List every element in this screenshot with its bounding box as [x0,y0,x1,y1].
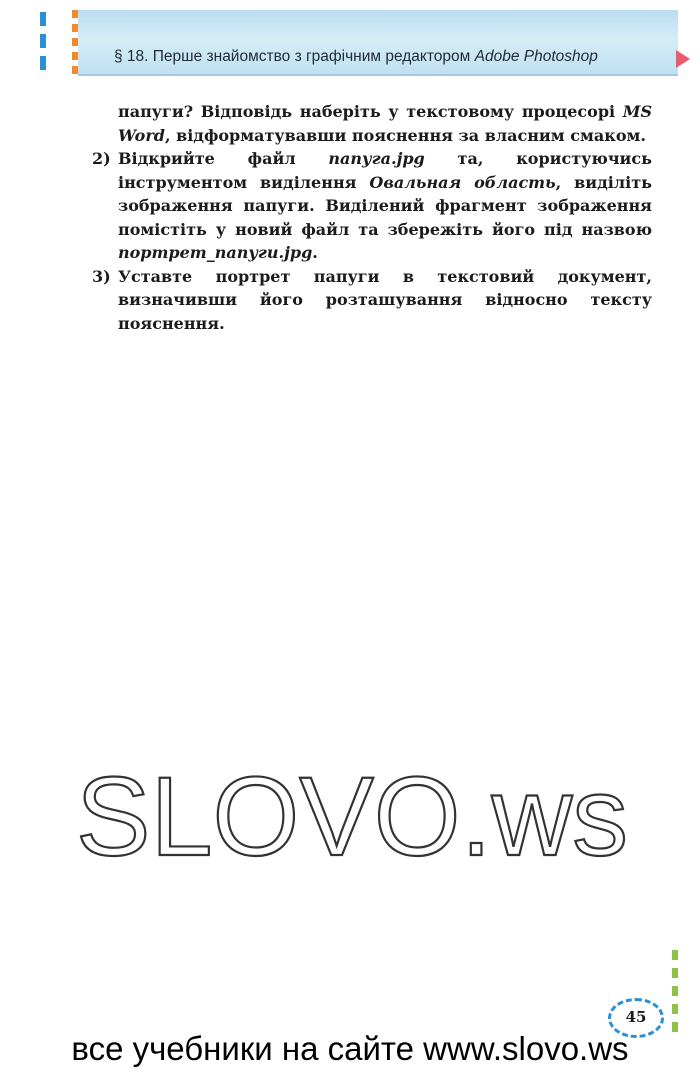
list-item-segment: та, користуючись інструментом виділення [118,149,652,192]
continuation-segment: MS Word [118,102,652,145]
list-item-segment: Уставте портрет папуги в текстовий документ, визначивши його розташування відносно тексту пояснення. [118,266,652,333]
list-item-segment: папуга.jpg [328,149,425,168]
banner-stripe [72,10,78,74]
svg-text:SLOVO.ws: SLOVO.ws [76,760,628,870]
list-item-segment: Відкрийте файл [118,149,329,168]
list-item-number: 2) [92,149,111,168]
continuation-segment: , відформатувавши пояснення за власним смаком. [164,125,646,145]
arrow-icon [676,50,690,68]
list-item-text [118,265,652,336]
continuation-paragraph [92,100,652,147]
list-item [92,265,652,336]
section-title-app: Adobe Photoshop [474,48,598,65]
list-item-text [118,147,652,265]
list-item [92,147,652,265]
list-item-number: 3) [92,266,111,286]
footer-banner[interactable]: все учебники на сайте www.slovo.ws [71,1030,629,1067]
watermark [72,760,632,870]
continuation-segment: папуги? Відповідь наберіть у текстовому процесорі [118,102,623,121]
list-item-segment: Овальная область [369,172,556,192]
section-header-banner [78,10,678,76]
watermark-logo [72,760,632,870]
page-number: 45 [625,1008,647,1026]
exercise-text [92,100,652,335]
list-item-segment: портрет_папуги.jpg [118,243,313,262]
left-margin-marks [40,12,46,78]
list-item-segment: . [312,243,318,262]
section-title [114,48,598,66]
section-title-main: § 18. Перше знайомство з графічним редактором [114,48,475,65]
list-item-segment: , виділіть зображення папуги. Виділений фрагмент зображення помістіть у новий файл та збережіть його під назвою [118,172,653,239]
decorative-stripe [672,950,678,1040]
exercise-list [92,147,652,335]
